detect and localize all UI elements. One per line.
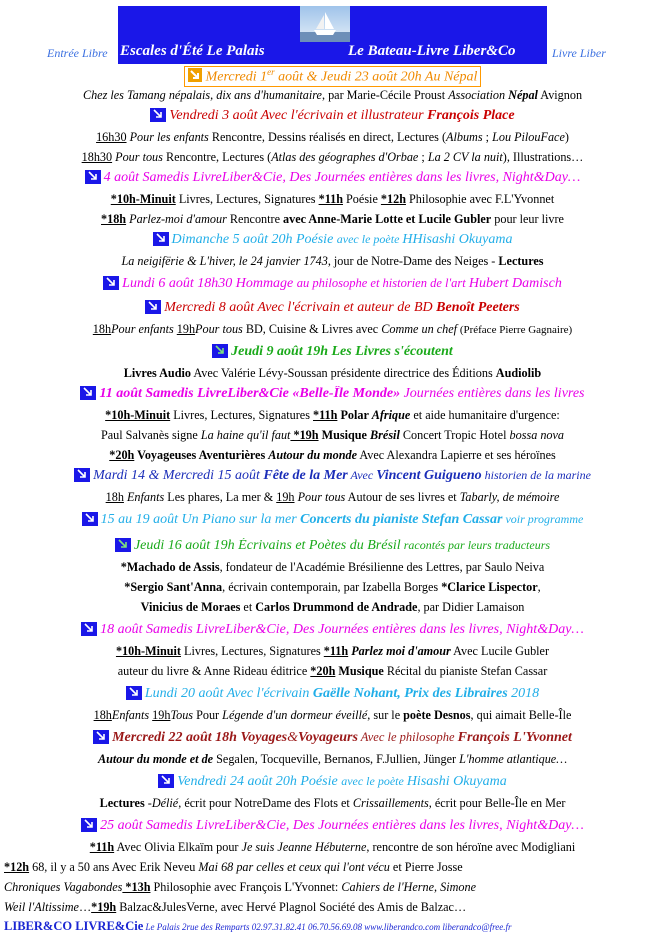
event-8-line-2: Paul Salvanès signe La haine qu'il faut *19h Musique Brésil Concert Tropic Hotel bossa nova [100,428,565,442]
event-16-line-1: *11h Avec Olivia Elkaïm pour Je suis Jeanne Hébuterne, rencontre de son héroïne avec Modigliani [89,840,576,854]
event-9-line-1: 18h Enfants Les phares, La mer & 19h Pour tous Autour de ses livres et Tabarly, de mémoire [105,490,560,504]
blue-square-icon [145,300,161,314]
event-14-title: Mercredi 22 août 18h Voyages&Voyageurs Avec le philosophe François L'Yvonnet [4,730,661,746]
blue-square-icon [81,622,97,636]
blue-square-icon [74,468,90,482]
footer-brand: LIBER&CO LIVRE&Cie [4,919,144,933]
event-2-line-1: 16h30 Pour les enfants Rencontre, Dessins réalisés en direct, Lectures (Albums ; Lou PilouFace) [96,130,569,144]
event-16-line-3: Chroniques Vagabondes *13h Philosophie avec François L'Yvonnet: Cahiers de l'Herne, Simone [4,880,476,894]
event-2-title: Vendredi 3 août Avec l'écrivain et illustrateur François Place [4,108,661,124]
event-7-desc: Livres Audio Avec Valérie Lévy-Soussan présidente directrice des Éditions Audiolib [123,366,542,380]
blue-square-icon [150,108,166,122]
event-11-line-3: Vinicius de Moraes et Carlos Drummond de Andrade, par Didier Lamaison [140,600,525,614]
blue-square-icon [81,818,97,832]
header-right-text: Livre Liber [552,46,606,60]
event-1-desc: Chez les Tamang népalais, dix ans d'humanitaire, par Marie-Cécile Proust Association Népal Avignon [82,88,583,102]
event-13-line-1: 18hEnfants 19hTous Pour Légende d'un dormeur éveillé, sur le poète Desnos, qui aimait Belle-Île [93,708,572,722]
arrow-icon [188,68,202,82]
event-3-line-2: *18h Parlez-moi d'amour Rencontre avec Anne-Marie Lotte et Lucile Gubler pour leur livre [101,212,564,226]
event-1-title-box: Mercredi 1er août & Jeudi 23 août 20h Au Népal [184,66,482,87]
boat-icon [300,6,350,42]
header [0,0,665,68]
blue-square-icon [103,276,119,290]
event-8-line-3: *20h Voyageuses Aventurières Autour du monde Avec Alexandra Lapierre et ses héroïnes [109,448,556,462]
event-4-desc: La neigifërie & L'hiver, le 24 janvier 1743, jour de Notre-Dame des Neiges - Lectures [121,254,544,268]
event-2-line-2: 18h30 Pour tous Rencontre, Lectures (Atlas des géographes d'Orbae ; La 2 CV la nuit), Illustrations… [81,150,584,164]
blue-square-icon [93,730,109,744]
event-11-line-2: *Sergio Sant'Anna, écrivain contemporain, par Izabella Borges *Clarice Lispector, [124,580,541,594]
event-5-title: Lundi 6 août 18h30 Hommage au philosophe et historien de l'art Hubert Damisch [4,276,661,292]
event-12-title: 18 août Samedis LivreLiber&Cie, Des Journées entières dans les livres, Night&Day… [4,622,661,638]
event-15-line-1: Lectures -Délié, écrit pour NotreDame des Flots et Crissaillements, écrit pour Belle-Île en Mer [99,796,566,810]
event-1-title [4,66,661,87]
event-8-line-1: *10h-Minuit Livres, Lectures, Signatures *11h Polar Afrique et aide humanitaire d'urgence: [105,408,560,422]
header-title-a: Escales d'Été Le Palais [120,43,265,59]
footer-address: Le Palais 2rue des Remparts 02.97.31.82.41 06.70.56.69.08 www.liberandco.com liberandco@free.fr [143,922,512,932]
event-8-title: 11 août Samedis LivreLiber&Cie «Belle-Île Monde» Journées entières dans les livres [4,386,661,402]
header-title-b: Le Bateau-Livre Liber&Co [348,43,516,59]
event-11-title: Jeudi 16 août 19h Écrivains et Poètes du Brésil racontés par leurs traducteurs [4,538,661,554]
event-13-title: Lundi 20 août Avec l'écrivain Gaëlle Nohant, Prix des Libraires 2018 [4,686,661,702]
event-9-title: Mardi 14 & Mercredi 15 août Fête de la Mer Avec Vincent Guigueno historien de la marine [4,468,661,484]
event-3-line-1: *10h-Minuit Livres, Lectures, Signatures *11h Poésie *12h Philosophie avec F.L'Yvonnet [110,192,555,206]
blue-square-icon [153,232,169,246]
blue-square-icon [115,538,131,552]
event-11-line-1: *Machado de Assis, fondateur de l'Académie Brésilienne des Lettres, par Saulo Neiva [120,560,545,574]
blue-square-icon [126,686,142,700]
blue-square-icon [82,512,98,526]
event-6-line-1: 18hPour enfants 19hPour tous BD, Cuisine & Livres avec Comme un chef (Préface Pierre Gagnaire) [92,322,573,336]
blue-square-icon [212,344,228,358]
event-3-title: 4 août Samedis LivreLiber&Cie, Des Journées entières dans les livres, Night&Day… [4,170,661,186]
event-10-title: 15 au 19 août Un Piano sur la mer Concerts du pianiste Stefan Cassar voir programme [4,512,661,528]
footer [4,917,661,935]
event-4-title: Dimanche 5 août 20h Poésie avec le poète HHisashi Okuyama [4,232,661,248]
blue-square-icon [80,386,96,400]
blue-square-icon [158,774,174,788]
blue-square-icon [85,170,101,184]
event-14-line-1: Autour du monde et de Segalen, Tocqueville, Bernanos, F.Jullien, Jünger L'homme atlantique… [97,752,568,766]
event-15-title: Vendredi 24 août 20h Poésie avec le poète Hisashi Okuyama [4,774,661,790]
event-6-title: Mercredi 8 août Avec l'écrivain et auteur de BD Benoît Peeters [4,300,661,316]
boat-photo [300,6,350,42]
event-12-line-1: *10h-Minuit Livres, Lectures, Signatures *11h Parlez moi d'amour Avec Lucile Gubler [115,644,550,658]
event-7-title: Jeudi 9 août 19h Les Livres s'écoutent [4,344,661,360]
event-12-line-2: auteur du livre & Anne Rideau éditrice *20h Musique Récital du pianiste Stefan Cassar [117,664,548,678]
event-16-title: 25 août Samedis LivreLiber&Cie, Des Journées entières dans les livres, Night&Day… [4,818,661,834]
header-left-text: Entrée Libre [47,46,108,60]
event-16-line-2: *12h 68, il y a 50 ans Avec Erik Neveu Mai 68 par celles et ceux qui l'ont vécu et Pierre Josse [4,860,463,874]
event-16-line-4: Weil l'Altissime…*19h Balzac&JulesVerne, avec Hervé Plagnol Société des Amis de Balzac… [4,900,467,914]
